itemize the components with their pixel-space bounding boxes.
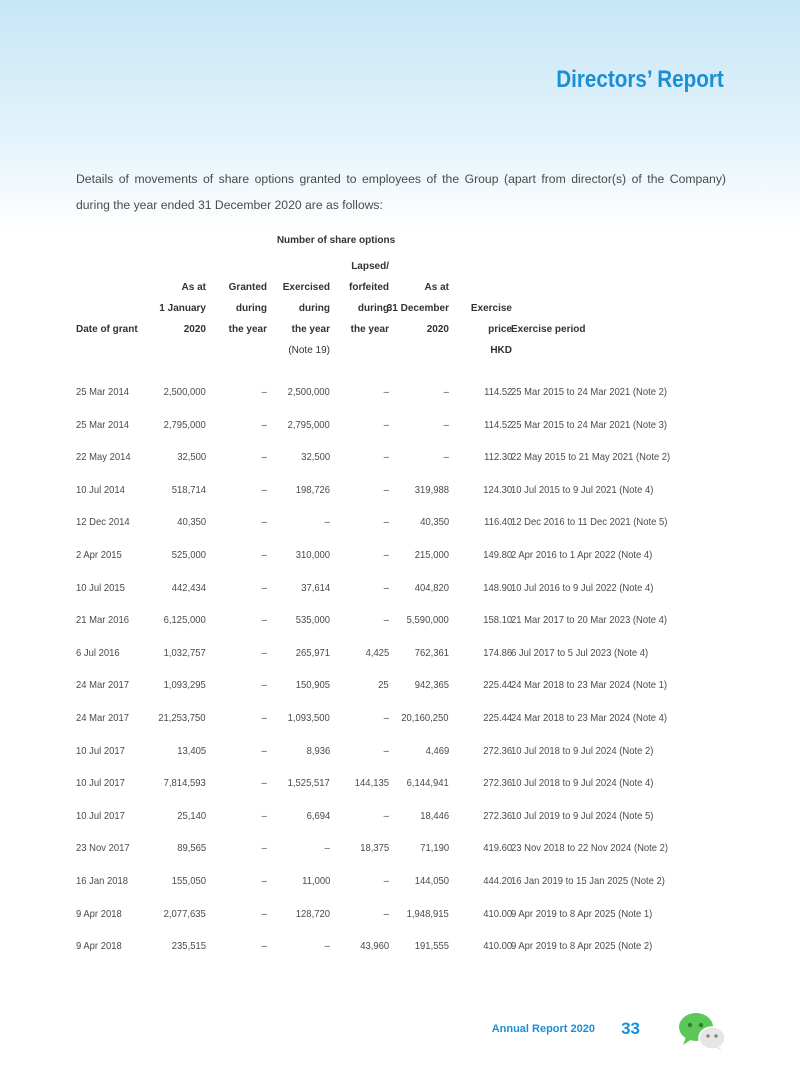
cell-exercise-period: 22 May 2015 to 21 May 2021 (Note 2): [511, 451, 671, 464]
cell-exercised: 2,795,000: [287, 418, 330, 431]
cell-granted: –: [261, 451, 267, 464]
cell-date-of-grant: 10 Jul 2017: [76, 777, 125, 790]
cell-exercise-period: 23 Nov 2018 to 22 Nov 2024 (Note 2): [511, 842, 669, 855]
cell-date-of-grant: 10 Jul 2017: [76, 809, 125, 822]
cell-as-at-1-january: 518,714: [171, 483, 206, 496]
cell-lapsed: –: [383, 907, 389, 920]
table-row: [76, 838, 726, 871]
cell-granted: –: [261, 711, 267, 724]
cell-exercise-period: 9 Apr 2019 to 8 Apr 2025 (Note 1): [511, 907, 653, 920]
header-as-at-1-january: As at 1 January 2020: [159, 282, 206, 335]
cell-lapsed: 25: [378, 679, 389, 692]
cell-as-at-31-december: 6,144,941: [406, 777, 449, 790]
cell-exercise-period: 10 Jul 2019 to 9 Jul 2024 (Note 5): [511, 809, 654, 822]
cell-as-at-1-january: 7,814,593: [163, 777, 206, 790]
cell-granted: –: [261, 940, 267, 953]
cell-lapsed: –: [383, 711, 389, 724]
cell-as-at-31-december: 18,446: [420, 809, 449, 822]
cell-granted: –: [261, 874, 267, 887]
table-row: [76, 545, 726, 578]
cell-as-at-31-december: 1,948,915: [406, 907, 449, 920]
cell-exercised: 1,525,517: [287, 777, 330, 790]
cell-lapsed: 4,425: [365, 646, 389, 659]
cell-date-of-grant: 24 Mar 2017: [76, 711, 130, 724]
cell-as-at-1-january: 1,093,295: [163, 679, 206, 692]
cell-as-at-31-december: 20,160,250: [401, 711, 449, 724]
cell-as-at-1-january: 525,000: [171, 548, 206, 561]
cell-date-of-grant: 25 Mar 2014: [76, 386, 130, 398]
table-row: [76, 578, 726, 611]
cell-date-of-grant: 2 Apr 2015: [76, 548, 122, 561]
cell-exercise-price: 174.86: [483, 646, 512, 659]
cell-lapsed: –: [383, 386, 389, 398]
cell-date-of-grant: 24 Mar 2017: [76, 679, 130, 692]
table-row: [76, 382, 726, 415]
cell-as-at-1-january: 13,405: [177, 744, 206, 757]
cell-granted: –: [261, 516, 267, 529]
cell-exercise-period: 9 Apr 2019 to 8 Apr 2025 (Note 2): [511, 940, 653, 953]
cell-as-at-31-december: 942,365: [414, 679, 449, 692]
cell-as-at-31-december: –: [443, 451, 449, 464]
cell-date-of-grant: 10 Jul 2014: [76, 483, 125, 496]
cell-as-at-31-december: 5,590,000: [406, 614, 449, 627]
exercised-note: (Note 19): [288, 345, 330, 356]
cell-as-at-1-january: 25,140: [177, 809, 206, 822]
cell-as-at-31-december: 144,050: [414, 874, 449, 887]
table-row: [76, 675, 726, 708]
cell-exercise-price: 225.44: [483, 711, 512, 724]
cell-exercised: 265,971: [295, 646, 330, 659]
cell-date-of-grant: 9 Apr 2018: [76, 907, 122, 920]
cell-exercised: 128,720: [295, 907, 330, 920]
cell-as-at-1-january: 32,500: [177, 451, 206, 464]
cell-as-at-1-january: 2,500,000: [163, 386, 206, 398]
cell-exercised: 1,093,500: [287, 711, 330, 724]
cell-exercised: –: [324, 842, 330, 855]
cell-exercised: 8,936: [306, 744, 330, 757]
cell-as-at-1-january: 21,253,750: [158, 711, 206, 724]
header-lapsed-forfeited: Lapsed/ forfeited during the year: [349, 261, 389, 335]
cell-lapsed: 43,960: [360, 940, 389, 953]
table-row: [76, 741, 726, 774]
cell-granted: –: [261, 483, 267, 496]
table-row: [76, 447, 726, 480]
cell-exercise-price: 114.52: [483, 386, 512, 398]
cell-exercise-period: 25 Mar 2015 to 24 Mar 2021 (Note 3): [511, 418, 668, 431]
cell-exercised: –: [324, 516, 330, 529]
cell-exercised: 6,694: [306, 809, 330, 822]
cell-lapsed: –: [383, 548, 389, 561]
cell-exercised: 150,905: [295, 679, 330, 692]
cell-exercised: 198,726: [295, 483, 330, 496]
cell-as-at-31-december: 4,469: [425, 744, 449, 757]
cell-exercise-period: 10 Jul 2018 to 9 Jul 2024 (Note 2): [511, 744, 654, 757]
header-exercise-price: Exercise price HKD: [470, 303, 512, 356]
cell-as-at-1-january: 6,125,000: [163, 614, 206, 627]
cell-exercise-period: 21 Mar 2017 to 20 Mar 2023 (Note 4): [511, 614, 668, 627]
cell-exercise-price: 444.20: [483, 874, 512, 887]
intro-paragraph: Details of movements of share options granted to employees of the Group (apart from director(s) of the Company) during the year ended 31 December 2020 are as follows:: [76, 172, 726, 212]
cell-exercise-price: 410.00: [483, 940, 512, 953]
table-row: [76, 643, 726, 676]
cell-exercise-period: 16 Jan 2019 to 15 Jan 2025 (Note 2): [511, 874, 665, 887]
cell-as-at-31-december: 404,820: [414, 581, 449, 594]
cell-date-of-grant: 22 May 2014: [76, 451, 131, 464]
table-row: [76, 904, 726, 937]
cell-date-of-grant: 10 Jul 2017: [76, 744, 125, 757]
cell-exercise-period: 24 Mar 2018 to 23 Mar 2024 (Note 1): [511, 679, 668, 692]
header-as-at-31-december: As at 31 December 2020: [386, 282, 449, 335]
cell-exercise-price: 114.52: [483, 418, 512, 431]
cell-as-at-31-december: –: [443, 418, 449, 431]
cell-exercised: 2,500,000: [287, 386, 330, 398]
cell-as-at-1-january: 2,795,000: [163, 418, 206, 431]
cell-lapsed: –: [383, 483, 389, 496]
table-row: [76, 806, 726, 839]
table-row: [76, 415, 726, 448]
cell-lapsed: 18,375: [360, 842, 389, 855]
table-row: [76, 773, 726, 806]
cell-as-at-1-january: 442,434: [171, 581, 206, 594]
cell-exercised: 11,000: [301, 874, 330, 887]
cell-granted: –: [261, 386, 267, 398]
cell-exercise-price: 225.44: [483, 679, 512, 692]
cell-date-of-grant: 21 Mar 2016: [76, 614, 130, 627]
cell-date-of-grant: 16 Jan 2018: [76, 874, 129, 887]
cell-as-at-1-january: 89,565: [177, 842, 206, 855]
cell-exercise-price: 158.10: [483, 614, 512, 627]
cell-granted: –: [261, 548, 267, 561]
cell-as-at-31-december: 71,190: [420, 842, 449, 855]
cell-lapsed: –: [383, 809, 389, 822]
cell-lapsed: –: [383, 418, 389, 431]
cell-as-at-1-january: 2,077,635: [163, 907, 206, 920]
cell-exercise-period: 6 Jul 2017 to 5 Jul 2023 (Note 4): [511, 646, 649, 659]
cell-exercise-price: 148.90: [483, 581, 512, 594]
cell-lapsed: –: [383, 874, 389, 887]
cell-as-at-31-december: 319,988: [414, 483, 449, 496]
cell-exercise-period: 10 Jul 2015 to 9 Jul 2021 (Note 4): [511, 483, 654, 496]
cell-granted: –: [261, 744, 267, 757]
cell-granted: –: [261, 842, 267, 855]
cell-exercised: 310,000: [295, 548, 330, 561]
cell-exercise-price: 116.40: [483, 516, 512, 529]
cell-as-at-1-january: 1,032,757: [163, 646, 206, 659]
cell-granted: –: [261, 646, 267, 659]
cell-exercise-period: 24 Mar 2018 to 23 Mar 2024 (Note 4): [511, 711, 668, 724]
table-row: [76, 512, 726, 545]
cell-granted: –: [261, 907, 267, 920]
cell-lapsed: –: [383, 451, 389, 464]
cell-exercise-price: 410.00: [483, 907, 512, 920]
table-row: [76, 871, 726, 904]
table-row: [76, 708, 726, 741]
table-row: [76, 936, 726, 969]
cell-exercise-price: 272.36: [483, 744, 512, 757]
cell-as-at-31-december: 762,361: [414, 646, 449, 659]
footer-label: Annual Report 2020: [491, 1023, 595, 1035]
cell-granted: –: [261, 418, 267, 431]
cell-date-of-grant: 9 Apr 2018: [76, 940, 122, 953]
table-row: [76, 480, 726, 513]
cell-exercised: –: [324, 940, 330, 953]
page-number: 33: [621, 1019, 640, 1038]
cell-exercise-price: 272.36: [483, 777, 512, 790]
cell-exercised: 535,000: [295, 614, 330, 627]
cell-lapsed: 144,135: [354, 777, 389, 790]
cell-granted: –: [261, 777, 267, 790]
cell-as-at-31-december: 215,000: [414, 548, 449, 561]
cell-exercised: 32,500: [301, 451, 330, 464]
cell-exercise-price: 419.60: [483, 842, 512, 855]
cell-lapsed: –: [383, 744, 389, 757]
cell-exercise-price: 272.36: [483, 809, 512, 822]
group-header: Number of share options: [276, 235, 396, 246]
cell-lapsed: –: [383, 516, 389, 529]
header-granted: Granted during the year: [228, 282, 267, 335]
cell-date-of-grant: 10 Jul 2015: [76, 581, 125, 594]
cell-exercise-period: 10 Jul 2016 to 9 Jul 2022 (Note 4): [511, 581, 654, 594]
cell-exercise-period: 12 Dec 2016 to 11 Dec 2021 (Note 5): [511, 516, 668, 529]
cell-granted: –: [261, 809, 267, 822]
cell-granted: –: [261, 581, 267, 594]
cell-as-at-1-january: 155,050: [171, 874, 206, 887]
cell-date-of-grant: 12 Dec 2014: [76, 516, 130, 529]
table-body: [76, 382, 726, 969]
cell-as-at-31-december: 191,555: [414, 940, 449, 953]
cell-date-of-grant: 25 Mar 2014: [76, 418, 130, 431]
header-exercise-period: Exercise period: [511, 324, 586, 335]
cell-as-at-1-january: 235,515: [171, 940, 206, 953]
page-title: Directors’ Report: [556, 66, 724, 93]
cell-as-at-31-december: –: [443, 386, 449, 398]
cell-lapsed: –: [383, 614, 389, 627]
cell-as-at-31-december: 40,350: [420, 516, 449, 529]
cell-exercised: 37,614: [301, 581, 330, 594]
cell-lapsed: –: [383, 581, 389, 594]
table-row: [76, 610, 726, 643]
header-exercised: Exercised during the year (Note 19): [283, 277, 330, 361]
chat-bubbles-logo-icon: [678, 1012, 726, 1052]
cell-exercise-price: 149.80: [483, 548, 512, 561]
cell-exercise-period: 10 Jul 2018 to 9 Jul 2024 (Note 4): [511, 777, 654, 790]
cell-as-at-1-january: 40,350: [177, 516, 206, 529]
cell-exercise-price: 112.30: [483, 451, 512, 464]
cell-exercise-price: 124.30: [483, 483, 512, 496]
header-date-of-grant: Date of grant: [76, 324, 138, 335]
cell-granted: –: [261, 679, 267, 692]
cell-granted: –: [261, 614, 267, 627]
cell-date-of-grant: 23 Nov 2017: [76, 842, 130, 855]
cell-exercise-period: 2 Apr 2016 to 1 Apr 2022 (Note 4): [511, 548, 653, 561]
cell-date-of-grant: 6 Jul 2016: [76, 646, 120, 659]
cell-exercise-period: 25 Mar 2015 to 24 Mar 2021 (Note 2): [511, 386, 668, 398]
